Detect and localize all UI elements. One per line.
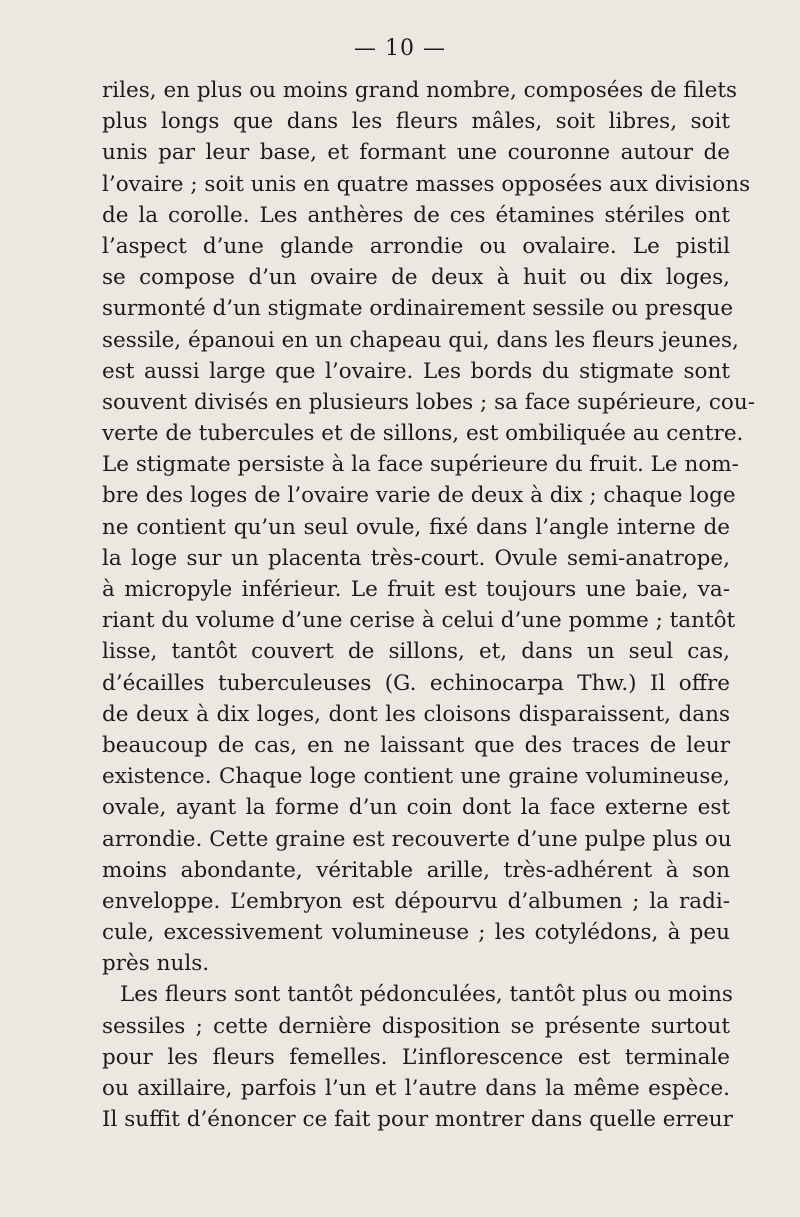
text-line: Le stigmate persiste à la face supérieure du fruit. Le nom- (102, 452, 739, 478)
text-line: la loge sur un placenta très-court. Ovule semi-anatrope, (102, 545, 730, 571)
text-line: lisse, tantôt couvert de sillons, et, dans un seul cas, (102, 639, 730, 665)
text-line: pour les fleurs femelles. L’inflorescence est terminale (102, 1044, 730, 1070)
text-line: plus longs que dans les fleurs mâles, soit libres, soit (102, 109, 730, 135)
text-line: surmonté d’un stigmate ordinairement sessile ou presque (102, 296, 734, 322)
text-line: ou axillaire, parfois l’un et l’autre dans la même espèce. (102, 1076, 730, 1101)
text-line: riles, en plus ou moins grand nombre, composées de filets (102, 78, 738, 103)
text-line: sessiles ; cette dernière disposition se présente surtout (102, 1013, 730, 1039)
text-line: unis par leur base, et formant une couronne autour de (102, 140, 730, 166)
text-line: de deux à dix loges, dont les cloisons disparaissent, dans (102, 701, 730, 727)
text-line: à micropyle inférieur. Le fruit est toujours une baie, va- (102, 577, 730, 602)
text-line: l’aspect d’une glande arrondie ou ovalaire. Le pistil (102, 233, 730, 259)
text-line-paragraph-end: près nuls. (102, 951, 210, 977)
text-line: riant du volume d’une cerise à celui d’une pomme ; tantôt (102, 608, 736, 634)
text-line: sessile, épanoui en un chapeau qui, dans les fleurs jeunes, (102, 327, 739, 353)
text-line: l’ovaire ; soit unis en quatre masses opposées aux divisions (102, 171, 751, 197)
text-line: verte de tubercules et de sillons, est ombiliquée au centre. (102, 421, 744, 447)
text-line: Il suffit d’énoncer ce fait pour montrer dans quelle erreur (102, 1107, 733, 1133)
page-number: — 10 — (354, 36, 446, 61)
text-line: moins abondante, véritable arille, très-adhérent à son (102, 857, 730, 883)
text-line: se compose d’un ovaire de deux à huit ou dix loges, (102, 265, 730, 291)
body-text (102, 75, 755, 1135)
text-line-paragraph-start: Les fleurs sont tantôt pédonculées, tantôt plus ou moins (120, 982, 733, 1008)
text-line: enveloppe. L’embryon est dépourvu d’albumen ; la radi- (102, 888, 730, 914)
text-line: ne contient qu’un seul ovule, fixé dans l’angle interne de (102, 514, 730, 540)
text-line: beaucoup de cas, en ne laissant que des traces de leur (102, 732, 730, 758)
text-line: de la corolle. Les anthères de ces étamines stériles ont (102, 202, 730, 228)
text-line: existence. Chaque loge contient une graine volumineuse, (102, 764, 730, 790)
text-line: cule, excessivement volumineuse ; les cotylédons, à peu (102, 920, 730, 946)
text-line: ovale, ayant la forme d’un coin dont la face externe est (102, 795, 730, 821)
text-line: d’écailles tuberculeuses (G. echinocarpa Thw.) Il offre (102, 670, 730, 696)
text-line: arrondie. Cette graine est recouverte d’une pulpe plus ou (102, 826, 732, 852)
text-line: souvent divisés en plusieurs lobes ; sa face supérieure, cou- (102, 389, 755, 415)
text-line: bre des loges de l’ovaire varie de deux à dix ; chaque loge (102, 483, 736, 509)
text-line: est aussi large que l’ovaire. Les bords du stigmate sont (102, 358, 730, 384)
